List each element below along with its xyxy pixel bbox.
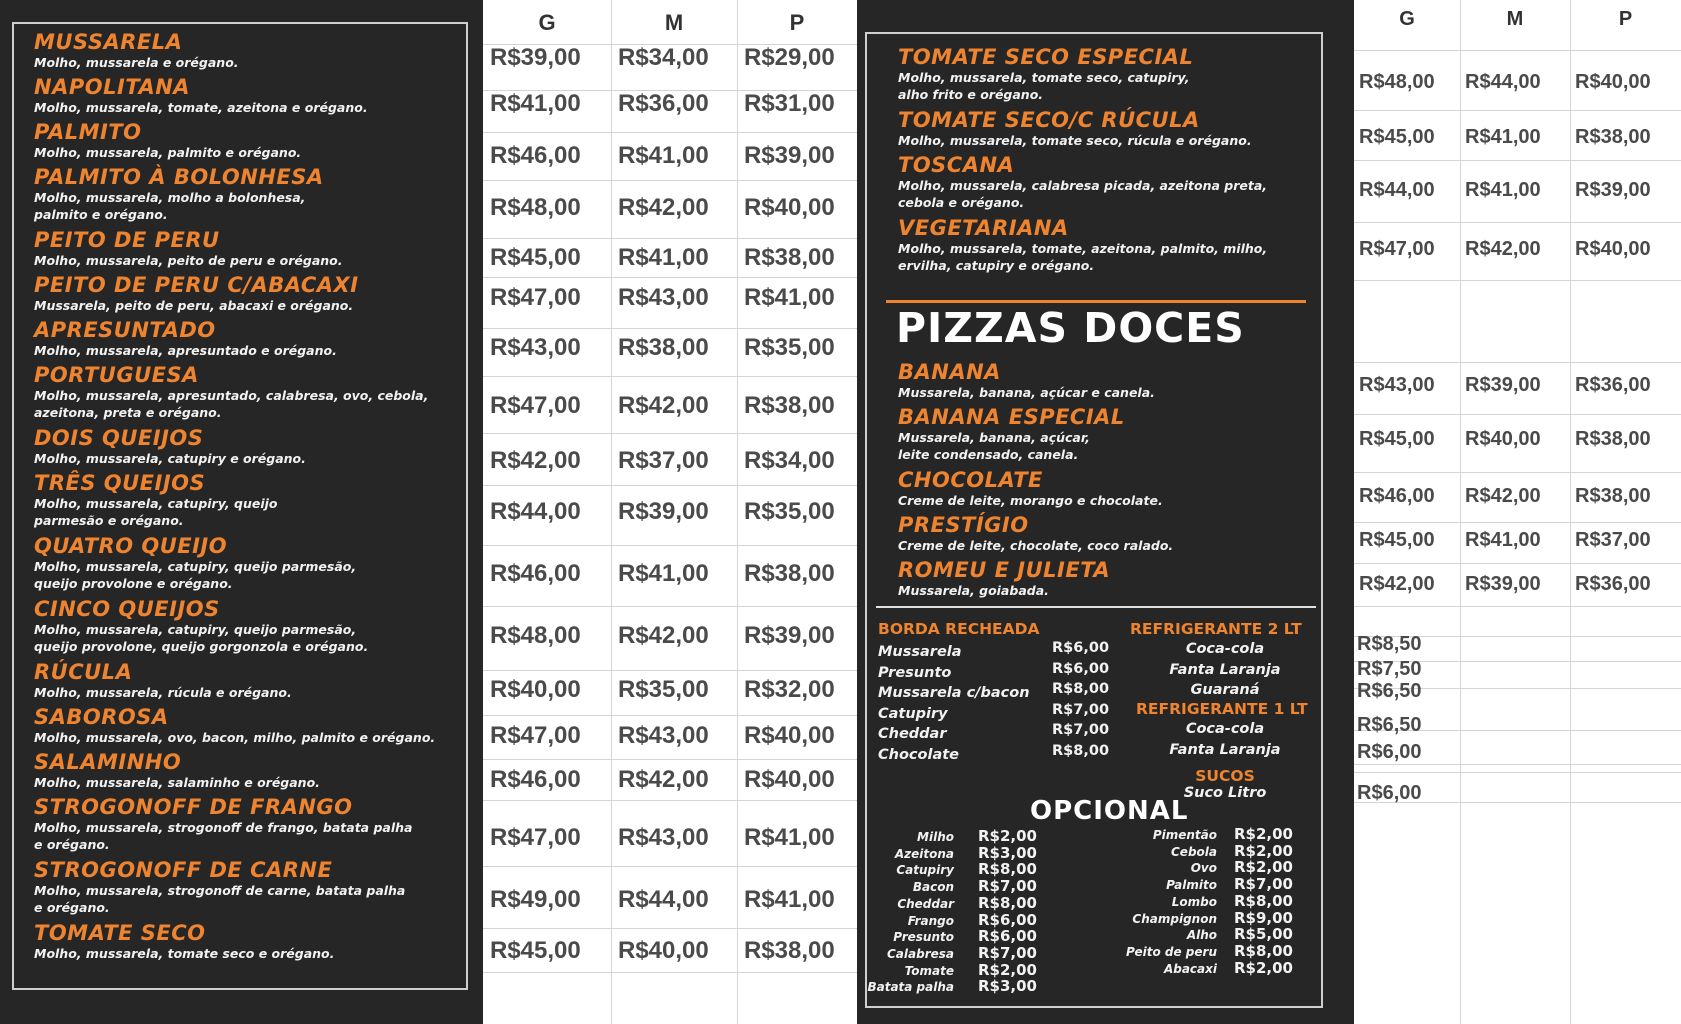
pizza-description: Molho, mussarela, peito de peru e orégano. bbox=[34, 253, 343, 268]
borda-item: Cheddar bbox=[878, 726, 947, 742]
opcional-price: R$7,00 bbox=[978, 943, 1037, 962]
price-cell: R$34,00 bbox=[618, 44, 709, 71]
borda-price: R$8,00 bbox=[1052, 742, 1110, 759]
price-cell: R$39,00 bbox=[744, 622, 835, 649]
drink-price-cell: R$7,50 bbox=[1357, 658, 1422, 680]
grid-row-divider bbox=[483, 433, 857, 434]
pizza-item bbox=[898, 468, 1318, 509]
price-cell: R$47,00 bbox=[490, 284, 581, 311]
opcional-price: R$8,00 bbox=[1234, 891, 1293, 910]
refrigerante-2l-title: REFRIGERANTE 2 LT bbox=[1130, 620, 1302, 638]
pizza-name: PORTUGUESA bbox=[34, 363, 199, 387]
sucos-title: SUCOS bbox=[1195, 767, 1255, 785]
price-cell: R$42,00 bbox=[618, 766, 709, 793]
grid-row-divider bbox=[1354, 50, 1681, 51]
drink-price-cell: R$6,00 bbox=[1357, 782, 1422, 804]
pizza-item bbox=[34, 795, 464, 853]
drink-item: Fanta Laranja bbox=[1169, 741, 1281, 758]
pizza-name: PEITO DE PERU bbox=[34, 228, 220, 252]
price-cell: R$47,00 bbox=[490, 392, 581, 419]
pizza-name: BANANA bbox=[898, 360, 1001, 384]
price-cell: R$36,00 bbox=[618, 90, 709, 117]
opcional-price: R$3,00 bbox=[978, 977, 1037, 996]
borda-item: Mussarela bbox=[878, 644, 962, 660]
price-cell: R$41,00 bbox=[618, 560, 709, 587]
drink-price-cell: R$6,50 bbox=[1357, 714, 1422, 736]
pizza-name: PEITO DE PERU C/ABACAXI bbox=[34, 273, 359, 297]
grid-row-divider bbox=[483, 277, 857, 278]
pizza-description: Creme de leite, morango e chocolate. bbox=[898, 493, 1163, 508]
price-cell: R$47,00 bbox=[490, 824, 581, 851]
price-cell: R$39,00 bbox=[1465, 374, 1541, 396]
price-cell: R$43,00 bbox=[618, 284, 709, 311]
borda-item: Chocolate bbox=[878, 746, 960, 763]
pizza-name: CINCO QUEIJOS bbox=[34, 597, 220, 621]
opcional-item: Alho bbox=[1186, 928, 1217, 943]
pizza-name: TOMATE SECO/C RÚCULA bbox=[898, 108, 1200, 132]
price-cell: R$37,00 bbox=[618, 447, 709, 474]
opcional-item: Presunto bbox=[893, 930, 954, 945]
price-cell: R$44,00 bbox=[490, 498, 581, 525]
grid-row-divider bbox=[1354, 764, 1681, 765]
price-cell: R$43,00 bbox=[618, 722, 709, 749]
opcional-item: Cebola bbox=[1171, 844, 1217, 859]
pizza-description: Molho, mussarela, strogonoff de frango, batata palha e orégano. bbox=[34, 820, 413, 852]
drink-item: Suco Litro bbox=[1183, 785, 1267, 801]
pizza-item bbox=[898, 45, 1318, 103]
opcional-price: R$7,00 bbox=[978, 877, 1037, 896]
price-cell: R$47,00 bbox=[1359, 238, 1435, 260]
right-price-grid bbox=[1354, 0, 1681, 1024]
price-cell: R$45,00 bbox=[490, 937, 581, 964]
price-cell: R$46,00 bbox=[490, 142, 581, 169]
price-cell: R$44,00 bbox=[1359, 179, 1435, 201]
opcional-item: Milho bbox=[917, 830, 954, 844]
grid-row-divider bbox=[1354, 110, 1681, 111]
opcional-item: Bacon bbox=[912, 880, 954, 895]
pizza-item bbox=[898, 153, 1318, 211]
opcional-price: R$8,00 bbox=[978, 893, 1037, 912]
pizza-name: SALAMINHO bbox=[34, 750, 182, 774]
pizza-name: DOIS QUEIJOS bbox=[34, 426, 204, 450]
pizza-name: QUATRO QUEIJO bbox=[34, 534, 228, 558]
price-cell: R$45,00 bbox=[490, 244, 581, 271]
pizza-item bbox=[34, 471, 464, 529]
pizza-name: PRESTÍGIO bbox=[898, 513, 1029, 537]
price-cell: R$45,00 bbox=[1359, 428, 1435, 450]
pizza-item bbox=[34, 165, 464, 223]
pizza-item bbox=[34, 120, 464, 161]
price-cell: R$42,00 bbox=[1359, 573, 1435, 595]
opcional-price: R$6,00 bbox=[978, 910, 1037, 929]
size-header-g: G bbox=[1399, 8, 1415, 30]
borda-title: BORDA RECHEADA bbox=[878, 620, 1040, 638]
pizza-name: NAPOLITANA bbox=[34, 75, 191, 99]
opcional-title: OPCIONAL bbox=[1030, 796, 1189, 826]
grid-column-divider bbox=[1460, 0, 1461, 1024]
price-cell: R$31,00 bbox=[744, 90, 835, 117]
pizza-description: Mussarela, peito de peru, abacaxi e orégano. bbox=[34, 298, 354, 313]
borda-price: R$7,00 bbox=[1052, 701, 1110, 718]
size-header-g: G bbox=[538, 10, 556, 35]
pizza-description: Mussarela, goiabada. bbox=[898, 583, 1049, 598]
opcional-item: Tomate bbox=[904, 963, 954, 978]
pizza-name: PALMITO bbox=[34, 120, 142, 144]
pizza-description: Molho, mussarela, palmito e orégano. bbox=[34, 145, 302, 160]
opcional-item: Cheddar bbox=[897, 896, 954, 911]
pizza-description: Molho, mussarela, tomate seco, catupiry, alho frito e orégano. bbox=[898, 70, 1190, 102]
pizza-description: Molho, mussarela, catupiry e orégano. bbox=[34, 451, 306, 466]
grid-row-divider bbox=[1354, 280, 1681, 281]
sweet-pizzas-title: PIZZAS DOCES bbox=[896, 304, 1245, 352]
price-cell: R$34,00 bbox=[744, 447, 835, 474]
pizza-description: Molho, mussarela, tomate seco e orégano. bbox=[34, 946, 335, 961]
price-cell: R$38,00 bbox=[1575, 428, 1651, 450]
grid-row-divider bbox=[483, 238, 857, 239]
price-cell: R$32,00 bbox=[744, 676, 835, 703]
drink-item: Coca-cola bbox=[1185, 641, 1265, 657]
opcional-price: R$2,00 bbox=[1234, 841, 1293, 860]
price-cell: R$45,00 bbox=[1359, 529, 1435, 551]
pizza-item bbox=[34, 597, 464, 655]
price-cell: R$39,00 bbox=[744, 142, 835, 169]
grid-row-divider bbox=[483, 132, 857, 133]
grid-row-divider bbox=[1354, 522, 1681, 523]
price-cell: R$42,00 bbox=[1465, 485, 1541, 507]
price-cell: R$40,00 bbox=[744, 766, 835, 793]
pizza-item bbox=[34, 426, 464, 467]
drink-item: Guaraná bbox=[1190, 682, 1260, 698]
price-cell: R$40,00 bbox=[490, 676, 581, 703]
grid-column-divider bbox=[611, 0, 612, 1024]
grid-row-divider bbox=[483, 928, 857, 929]
grid-column-divider bbox=[1570, 0, 1571, 1024]
price-cell: R$45,00 bbox=[1359, 126, 1435, 148]
grid-row-divider bbox=[483, 545, 857, 546]
drink-item: Coca-cola bbox=[1185, 721, 1265, 737]
price-cell: R$41,00 bbox=[744, 886, 835, 913]
pizza-description: Molho, mussarela, tomate, azeitona e orégano. bbox=[34, 100, 368, 115]
pizza-name: ROMEU E JULIETA bbox=[898, 558, 1111, 582]
price-cell: R$36,00 bbox=[1575, 573, 1651, 595]
price-cell: R$43,00 bbox=[618, 824, 709, 851]
size-header-m: M bbox=[664, 10, 684, 35]
opcional-item: Abacaxi bbox=[1163, 961, 1217, 976]
pizza-description: Molho, mussarela, tomate seco, rúcula e orégano. bbox=[898, 133, 1252, 148]
size-header-p: P bbox=[1618, 8, 1633, 30]
grid-row-divider bbox=[483, 670, 857, 671]
opcional-item: Pimentão bbox=[1152, 828, 1217, 842]
borda-price: R$7,00 bbox=[1052, 722, 1110, 738]
pizza-name: TOMATE SECO ESPECIAL bbox=[898, 45, 1194, 69]
pizza-name: TRÊS QUEIJOS bbox=[34, 471, 206, 495]
left-price-grid bbox=[483, 0, 857, 1024]
price-cell: R$42,00 bbox=[1465, 238, 1541, 260]
price-cell: R$41,00 bbox=[618, 244, 709, 271]
pizza-description: Mussarela, banana, açúcar e canela. bbox=[898, 385, 1155, 400]
price-cell: R$40,00 bbox=[1575, 71, 1651, 93]
price-cell: R$29,00 bbox=[744, 44, 835, 71]
price-cell: R$42,00 bbox=[618, 194, 709, 221]
opcional-price: R$6,00 bbox=[978, 927, 1037, 946]
opcional-item: Peito de peru bbox=[1126, 944, 1217, 959]
grid-row-divider bbox=[1354, 472, 1681, 473]
grid-row-divider bbox=[1354, 563, 1681, 564]
opcional-item: Ovo bbox=[1190, 861, 1217, 876]
grid-row-divider bbox=[1354, 222, 1681, 223]
price-cell: R$41,00 bbox=[1465, 179, 1541, 201]
opcional-item: Batata palha bbox=[867, 980, 954, 995]
price-cell: R$37,00 bbox=[1575, 529, 1651, 551]
pizza-description: Molho, mussarela, apresuntado, calabresa, ovo, cebola, azeitona, preta e orégano. bbox=[34, 388, 429, 420]
pizza-name: SABOROSA bbox=[34, 705, 169, 729]
price-cell: R$40,00 bbox=[618, 937, 709, 964]
pizza-description: Molho, mussarela, ovo, bacon, milho, palmito e orégano. bbox=[34, 730, 436, 745]
pizza-item bbox=[898, 558, 1318, 599]
opcional-price: R$2,00 bbox=[978, 827, 1037, 845]
opcional-item: Frango bbox=[907, 913, 954, 928]
pizza-item bbox=[34, 273, 464, 314]
drink-price-cell: R$6,00 bbox=[1357, 741, 1422, 763]
opcional-price: R$7,00 bbox=[1234, 875, 1293, 894]
price-cell: R$35,00 bbox=[744, 498, 835, 525]
price-cell: R$41,00 bbox=[618, 142, 709, 169]
pizza-description: Molho, mussarela, strogonoff de carne, batata palha e orégano. bbox=[34, 883, 406, 915]
pizza-description: Mussarela, banana, açúcar, leite condensado, canela. bbox=[898, 430, 1090, 462]
price-cell: R$35,00 bbox=[618, 676, 709, 703]
opcional-item: Champignon bbox=[1132, 911, 1217, 926]
grid-row-divider bbox=[483, 972, 857, 973]
grid-row-divider bbox=[1354, 772, 1681, 773]
pizza-name: STROGONOFF DE FRANGO bbox=[34, 795, 353, 819]
borda-price: R$8,00 bbox=[1052, 681, 1110, 697]
price-cell: R$38,00 bbox=[744, 392, 835, 419]
price-cell: R$40,00 bbox=[1575, 238, 1651, 260]
pizza-item bbox=[898, 360, 1318, 401]
pizza-name: APRESUNTADO bbox=[34, 318, 216, 342]
pizza-item bbox=[34, 858, 464, 916]
pizza-description: Molho, mussarela e orégano. bbox=[34, 55, 239, 70]
price-cell: R$35,00 bbox=[744, 334, 835, 361]
price-cell: R$41,00 bbox=[1465, 529, 1541, 551]
pizza-item bbox=[34, 705, 464, 746]
pizza-description: Molho, mussarela, catupiry, queijo parmesão, queijo provolone e orégano. bbox=[34, 559, 357, 591]
pizza-item bbox=[34, 228, 464, 269]
pizza-name: BANANA ESPECIAL bbox=[898, 405, 1125, 429]
grid-row-divider bbox=[483, 606, 857, 607]
borda-price: R$6,00 bbox=[1052, 640, 1110, 656]
price-cell: R$41,00 bbox=[744, 284, 835, 311]
grid-row-divider bbox=[483, 759, 857, 760]
pizza-description: Molho, mussarela, salaminho e orégano. bbox=[34, 775, 320, 790]
grid-row-divider bbox=[1354, 362, 1681, 363]
pizza-item bbox=[34, 318, 464, 359]
price-cell: R$39,00 bbox=[618, 498, 709, 525]
price-cell: R$39,00 bbox=[1575, 179, 1651, 201]
opcional-price: R$8,00 bbox=[978, 860, 1037, 879]
price-cell: R$43,00 bbox=[490, 334, 581, 361]
pizza-description: Molho, mussarela, catupiry, queijo parmesão, queijo provolone, queijo gorgonzola e orégano. bbox=[34, 622, 369, 654]
pizza-item bbox=[34, 75, 464, 116]
pizza-description: Creme de leite, chocolate, coco ralado. bbox=[898, 538, 1174, 553]
opcional-price: R$5,00 bbox=[1234, 925, 1293, 944]
pizza-name: STROGONOFF DE CARNE bbox=[34, 858, 333, 882]
pizza-name: MUSSARELA bbox=[34, 30, 183, 54]
pizza-name: TOSCANA bbox=[898, 153, 1015, 177]
borda-item: Presunto bbox=[878, 664, 952, 681]
pizza-item bbox=[34, 363, 464, 421]
pizza-item bbox=[898, 216, 1318, 274]
price-cell: R$38,00 bbox=[744, 560, 835, 587]
pizza-description: Molho, mussarela, molho a bolonhesa, palmito e orégano. bbox=[34, 190, 306, 222]
price-cell: R$46,00 bbox=[490, 560, 581, 587]
price-cell: R$38,00 bbox=[618, 334, 709, 361]
pizza-description: Molho, mussarela, catupiry, queijo parmesão e orégano. bbox=[34, 496, 278, 528]
pizza-item bbox=[34, 921, 464, 962]
drink-price-cell: R$8,50 bbox=[1357, 633, 1422, 655]
price-cell: R$48,00 bbox=[490, 622, 581, 649]
grid-column-divider bbox=[737, 0, 738, 1024]
price-cell: R$42,00 bbox=[490, 447, 581, 474]
opcional-price: R$8,00 bbox=[1234, 941, 1293, 960]
price-cell: R$39,00 bbox=[1465, 573, 1541, 595]
pizza-item bbox=[898, 108, 1318, 149]
section-divider bbox=[876, 606, 1316, 608]
opcional-item: Lombo bbox=[1171, 894, 1217, 909]
price-cell: R$40,00 bbox=[744, 722, 835, 749]
price-cell: R$44,00 bbox=[618, 886, 709, 913]
opcional-price: R$2,00 bbox=[1234, 858, 1293, 877]
opcional-price: R$3,00 bbox=[978, 843, 1037, 862]
opcional-item: Catupiry bbox=[896, 863, 954, 878]
pizza-name: TOMATE SECO bbox=[34, 921, 206, 945]
pizza-name: PALMITO À BOLONHESA bbox=[34, 165, 324, 189]
price-cell: R$39,00 bbox=[490, 44, 581, 71]
grid-row-divider bbox=[483, 866, 857, 867]
price-cell: R$38,00 bbox=[744, 244, 835, 271]
price-cell: R$47,00 bbox=[490, 722, 581, 749]
size-header-m: M bbox=[1506, 8, 1524, 30]
price-cell: R$42,00 bbox=[618, 622, 709, 649]
opcional-item: Azeitona bbox=[894, 846, 954, 861]
opcional-price: R$2,00 bbox=[1234, 825, 1293, 843]
grid-row-divider bbox=[1354, 414, 1681, 415]
drink-price-cell: R$6,50 bbox=[1357, 680, 1422, 702]
grid-row-divider bbox=[483, 328, 857, 329]
opcional-price: R$2,00 bbox=[978, 960, 1037, 979]
pizza-description: Molho, mussarela, apresuntado e orégano. bbox=[34, 343, 337, 358]
borda-item: Catupiry bbox=[878, 705, 948, 722]
opcional-price: R$2,00 bbox=[1234, 958, 1293, 977]
opcional-price: R$9,00 bbox=[1234, 908, 1293, 927]
opcional-item: Palmito bbox=[1166, 878, 1217, 893]
pizza-item bbox=[34, 534, 464, 592]
grid-row-divider bbox=[1354, 160, 1681, 161]
price-cell: R$48,00 bbox=[1359, 71, 1435, 93]
opcional-item: Calabresa bbox=[886, 946, 954, 961]
price-cell: R$46,00 bbox=[490, 766, 581, 793]
grid-row-divider bbox=[1354, 606, 1681, 607]
section-divider bbox=[886, 300, 1306, 303]
pizza-description: Molho, mussarela, tomate, azeitona, palmito, milho, ervilha, catupiry e orégano. bbox=[898, 241, 1268, 273]
price-cell: R$48,00 bbox=[490, 194, 581, 221]
price-cell: R$44,00 bbox=[1465, 71, 1541, 93]
borda-price: R$6,00 bbox=[1052, 660, 1110, 677]
price-cell: R$49,00 bbox=[490, 886, 581, 913]
pizza-item bbox=[34, 660, 464, 701]
pizza-name: RÚCULA bbox=[34, 660, 133, 684]
price-cell: R$42,00 bbox=[618, 392, 709, 419]
price-cell: R$38,00 bbox=[1575, 485, 1651, 507]
pizza-item bbox=[898, 405, 1318, 463]
price-cell: R$38,00 bbox=[744, 937, 835, 964]
grid-row-divider bbox=[483, 715, 857, 716]
price-cell: R$41,00 bbox=[744, 824, 835, 851]
pizza-item bbox=[34, 30, 464, 71]
size-header-p: P bbox=[789, 10, 805, 35]
price-cell: R$41,00 bbox=[1465, 126, 1541, 148]
pizza-description: Molho, mussarela, calabresa picada, azeitona preta, cebola e orégano. bbox=[898, 178, 1268, 210]
grid-row-divider bbox=[483, 485, 857, 486]
pizza-description: Molho, mussarela, rúcula e orégano. bbox=[34, 685, 292, 700]
pizza-item bbox=[898, 513, 1318, 554]
price-cell: R$40,00 bbox=[1465, 428, 1541, 450]
price-cell: R$46,00 bbox=[1359, 485, 1435, 507]
pizza-name: CHOCOLATE bbox=[898, 468, 1043, 492]
price-cell: R$43,00 bbox=[1359, 374, 1435, 396]
refrigerante-1l-title: REFRIGERANTE 1 LT bbox=[1136, 700, 1308, 718]
price-cell: R$36,00 bbox=[1575, 374, 1651, 396]
grid-row-divider bbox=[483, 376, 857, 377]
price-cell: R$41,00 bbox=[490, 90, 581, 117]
price-cell: R$40,00 bbox=[744, 194, 835, 221]
grid-row-divider bbox=[483, 800, 857, 801]
pizza-item bbox=[34, 750, 464, 791]
borda-item: Mussarela c/bacon bbox=[878, 685, 1030, 701]
drink-item: Fanta Laranja bbox=[1169, 661, 1281, 678]
pizza-name: VEGETARIANA bbox=[898, 216, 1069, 240]
grid-row-divider bbox=[483, 180, 857, 181]
price-cell: R$38,00 bbox=[1575, 126, 1651, 148]
